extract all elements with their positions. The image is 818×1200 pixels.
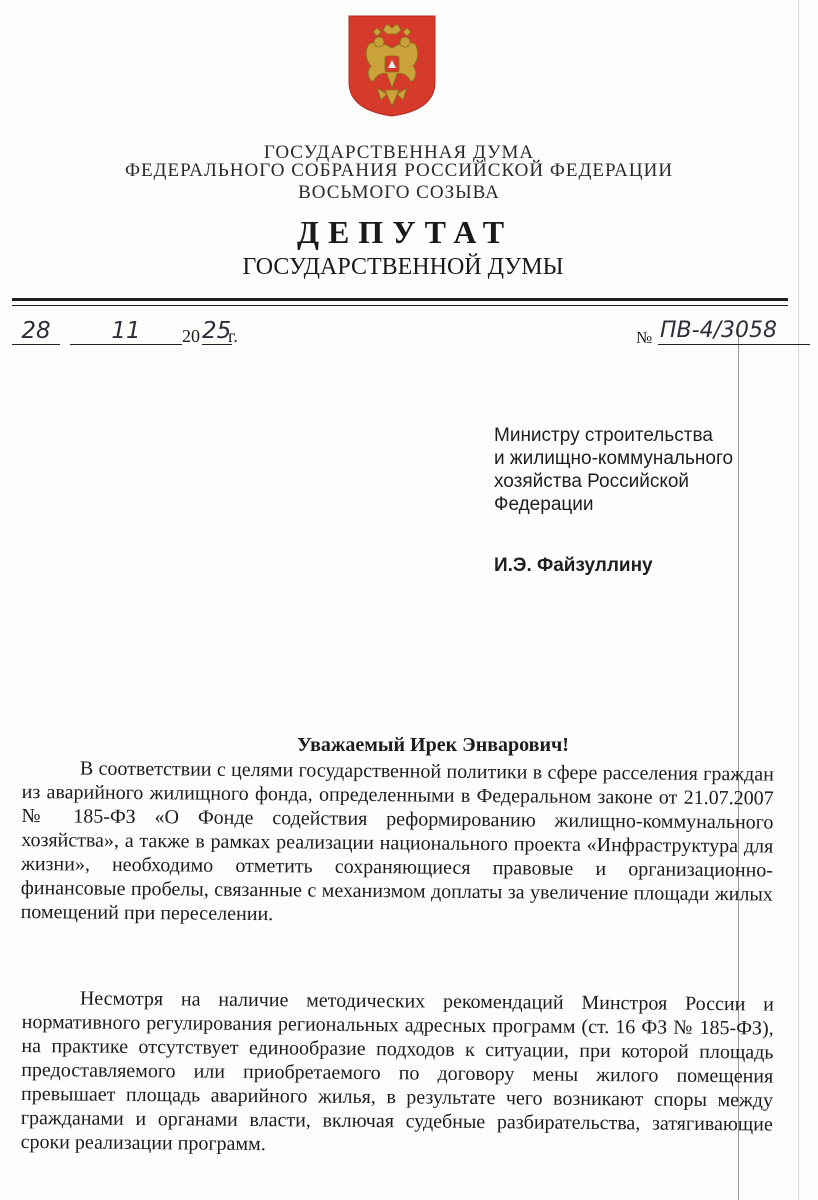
addressee-line: Федерации	[494, 494, 594, 515]
date-day: 28	[12, 318, 60, 345]
paragraph-text: Несмотря на наличие методических рекомендаций Минстроя России и нормативного регулирования региональных адресных программ (ст. 16 ФЗ № 185-ФЗ), на практике отсутствует единообразие подходов к ситуации, при которой площадь предоставляемого или приобретаемого по договору мены жилого помещения превышает площадь аварийного жилья, в результате чего возникают споры между гражданами и органами власти, включая судебные разбирательства, затягивающие сроки реализации программ.	[20, 987, 774, 1156]
addressee-block	[494, 424, 733, 516]
date-year-suffix: 25	[202, 318, 232, 344]
russian-coat-of-arms-icon	[347, 14, 437, 118]
header-line-duma: ГОСУДАРСТВЕННАЯ ДУМА	[263, 142, 535, 163]
addressee-line: Министру строительства	[494, 425, 713, 446]
header-line-convocation: ВОСЬМОГО СОЗЫВА	[298, 182, 500, 203]
date-month: 11	[70, 318, 182, 345]
addressee-line: и жилищно-коммунального	[494, 448, 734, 469]
header-line-federal-assembly: ФЕДЕРАЛЬНОГО СОБРАНИЯ РОССИЙСКОЙ ФЕДЕРАЦИИ	[124, 160, 674, 181]
paragraph-text: В соответствии с целями государственной политики в сфере расселения граждан из аварийного жилищного фонда, определенными в Федеральном законе от 21.07.2007 № 185-ФЗ «О Фонде содействия реформированию жилищно-коммунального хозяйства», а также в рамках реализации национального проекта «Инфраструктура для жизни», необходимо отметить сохраняющиеся правовые и организационно-финансовые пробелы, связанные с механизмом доплаты за увеличение площади жилых помещений при переселении.	[20, 757, 774, 926]
header-rule-thick	[12, 298, 788, 301]
header-title: ДЕПУТАТ	[296, 214, 514, 250]
letter-body-paragraph-1	[21, 756, 774, 931]
header-subtitle: ГОСУДАРСТВЕННОЙ ДУМЫ	[242, 254, 564, 280]
letter-body-paragraph-2	[21, 986, 774, 1161]
addressee-line: хозяйства Российской	[494, 471, 690, 492]
letter-greeting: Уважаемый Ирек Энварович!	[297, 734, 569, 756]
document-number: ПВ-4/3058	[658, 318, 810, 345]
number-sign: №	[636, 328, 653, 347]
header-rule-thin	[12, 305, 788, 306]
addressee-name: И.Э. Файзуллину	[494, 555, 653, 576]
date-year-label: г.	[228, 326, 238, 346]
date-year-prefix: 20	[182, 326, 200, 346]
